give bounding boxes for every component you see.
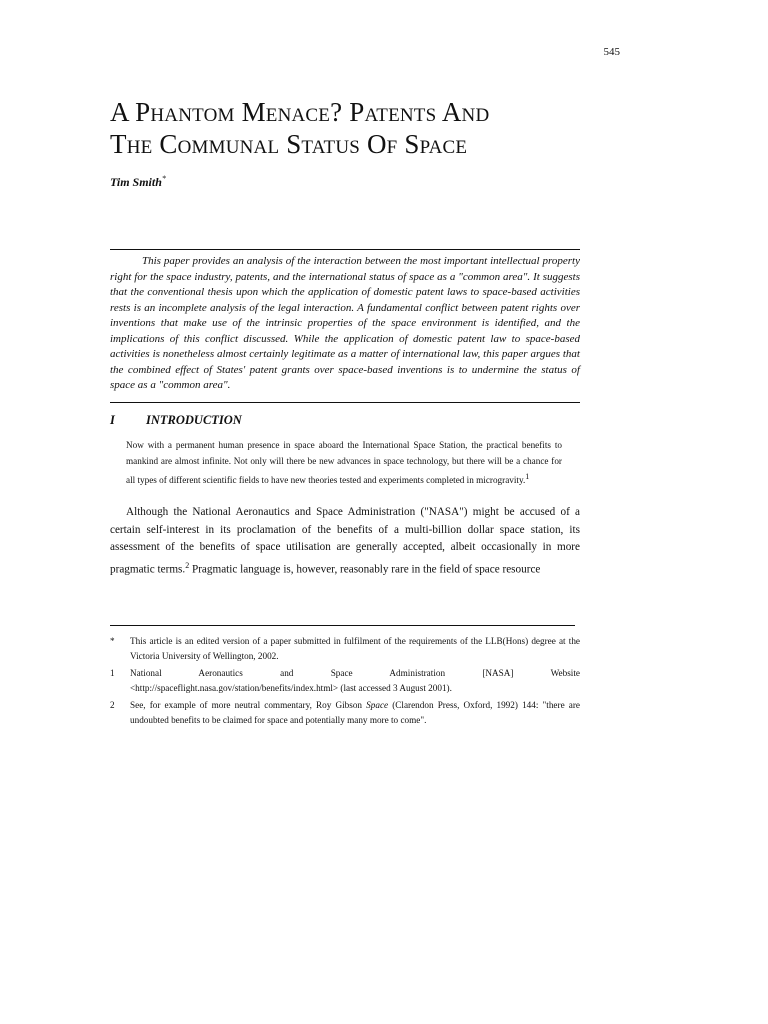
footnote-mark: * xyxy=(110,636,115,646)
section-title: INTRODUCTION xyxy=(146,413,242,427)
footnote-2 xyxy=(110,698,580,728)
footnote-text-part-1: See, for example of more neutral commentary, Roy Gibson xyxy=(130,700,367,710)
article-title-line-2: The Communal Status Of Space xyxy=(110,129,468,159)
footnote-text: National Aeronautics and Space Administration [NASA] Website <http://spaceflight.nasa.gov/station/benefits/index.html> (last accessed 3 August 2001). xyxy=(130,668,580,693)
page-number: 545 xyxy=(603,46,620,58)
footnote-text xyxy=(130,698,580,728)
footnote-book-title: Space xyxy=(366,700,389,710)
footnote-text: This article is an edited version of a paper submitted in fulfilment of the requirements of the LLB(Hons) degree at the Victoria University of Wellington, 2002. xyxy=(130,636,580,661)
article-title xyxy=(110,96,610,160)
abstract-bottom-rule xyxy=(110,402,580,403)
footnote-separator xyxy=(110,625,575,626)
footnote-ref-1: 1 xyxy=(525,472,530,481)
body-paragraph xyxy=(110,504,580,579)
footnote-1 xyxy=(110,666,580,696)
section-heading xyxy=(110,413,242,428)
section-number: I xyxy=(110,413,115,427)
body-paragraph-part-1: Although the National Aeronautics and Space Administration ("NASA") might be accused of a certain self-interest in its proclamation of the benefits of a multi-billion dollar space station, its assessment of the benefits of space utilisation are generally accepted, albeit occasionally in more pragmatic terms. xyxy=(110,506,580,576)
abstract-top-rule xyxy=(110,249,580,250)
article-title-line-1: A Phantom Menace? Patents And xyxy=(110,97,490,127)
author-name: Tim Smith xyxy=(110,175,162,189)
footnote-mark: 1 xyxy=(110,668,115,678)
footnote-mark: 2 xyxy=(110,700,115,710)
footnote-star xyxy=(110,634,580,664)
footnote-text-part-2: (Clarendon Press, Oxford, 1992) 144: "there are undoubted benefits to be claimed for space and potentially many more to come". xyxy=(130,700,581,725)
block-quote xyxy=(126,437,562,488)
abstract: This paper provides an analysis of the interaction between the most important intellectual property right for the space industry, patents, and the international status of space as a "common area". It suggests that the conventional thesis upon which the application of domestic patent laws to space-based activities rests is an incomplete analysis of the legal interaction. A fundamental conflict between patent rights over inventions that make use of the intrinsic properties of the space environment is identified, and the implications of this conflict discussed. While the application of domestic patent law to space-based activities is nonetheless almost certainly legitimate as a matter of international law, this paper argues that the combined effect of States' patent grants over space-based inventions is to undermine the status of space as a "common area". xyxy=(110,255,580,391)
author xyxy=(110,174,166,190)
footnote-ref-2: 2 xyxy=(185,560,190,570)
block-quote-text: Now with a permanent human presence in space aboard the International Space Station, the practical benefits to mankind are almost infinite. Not only will there be new advances in space technology, but there will be a chance for all types of different scientific fields to have new theories tested and experiments completed in microgravity. xyxy=(126,440,562,486)
body-paragraph-part-2: Pragmatic language is, however, reasonably rare in the field of space resource xyxy=(189,563,541,576)
author-footnote-mark: * xyxy=(161,174,166,183)
